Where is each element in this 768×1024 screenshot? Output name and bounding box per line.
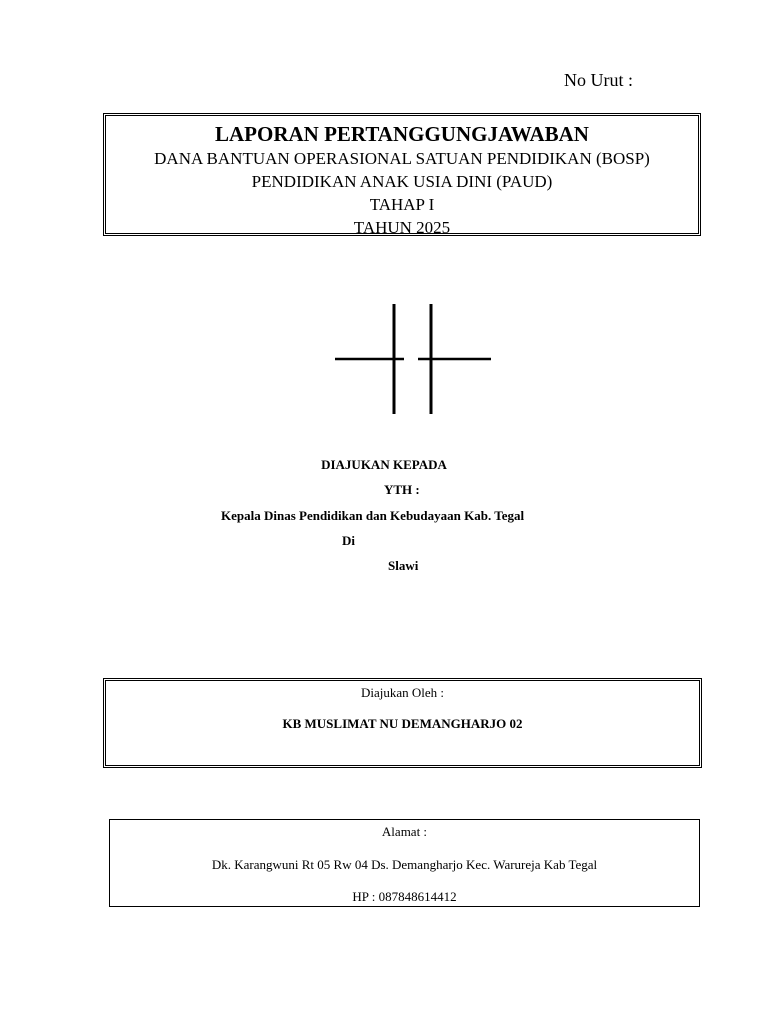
cross-lines-icon	[334, 302, 494, 416]
recipient-di: Di	[342, 533, 355, 548]
recipient-city: Slawi	[388, 558, 419, 573]
recipient-yth: YTH :	[384, 482, 420, 497]
school-name: KB MUSLIMAT NU DEMANGHARJO 02	[282, 716, 523, 731]
report-subtitle-1: DANA BANTUAN OPERASIONAL SATUAN PENDIDIKAN (BOSP)	[154, 149, 650, 168]
title-box	[103, 113, 701, 236]
recipient-heading: DIAJUKAN KEPADA	[321, 457, 447, 472]
report-title: LAPORAN PERTANGGUNGJAWABAN	[215, 122, 589, 146]
report-subtitle-2: PENDIDIKAN ANAK USIA DINI (PAUD)	[251, 172, 553, 191]
address-line: Dk. Karangwuni Rt 05 Rw 04 Ds. Demangharjo Kec. Warureja Kab Tegal	[211, 857, 598, 872]
address-label: Alamat :	[381, 824, 428, 839]
report-subtitle-4: TAHUN 2025	[353, 218, 451, 237]
report-subtitle-3: TAHAP I	[369, 195, 435, 214]
submitted-by-box	[103, 678, 702, 768]
submitted-by-label: Diajukan Oleh :	[360, 685, 445, 700]
phone-number: HP : 087848614412	[352, 889, 457, 904]
no-urut-label: No Urut :	[564, 70, 633, 90]
address-box	[109, 819, 700, 907]
recipient-name: Kepala Dinas Pendidikan dan Kebudayaan Kab. Tegal	[221, 508, 525, 523]
